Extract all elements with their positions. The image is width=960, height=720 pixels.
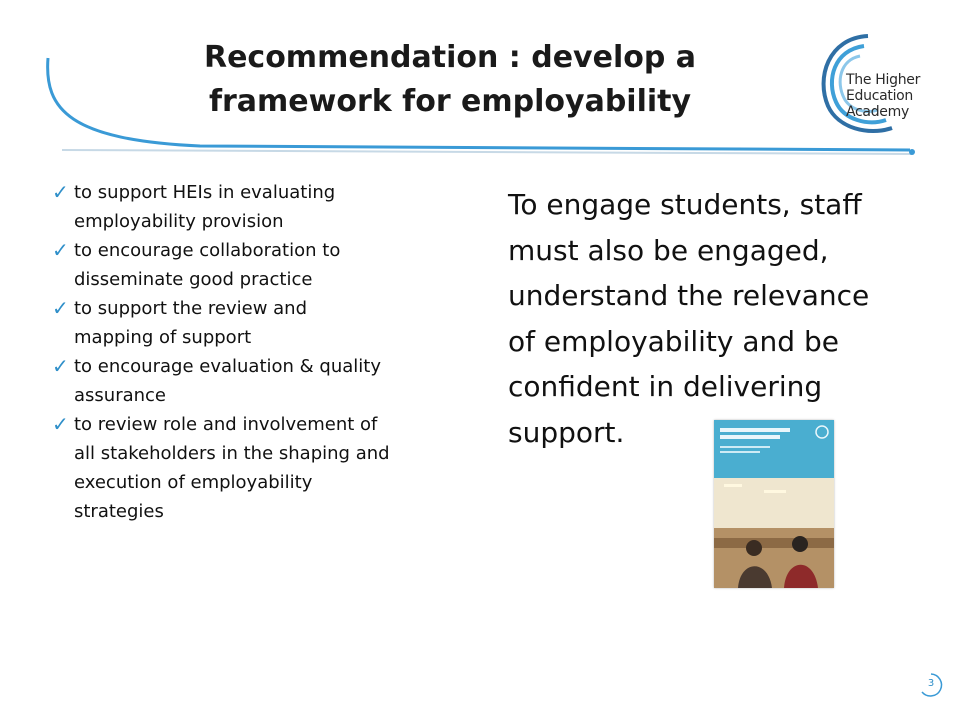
title-line-1: Recommendation : develop a: [203, 40, 697, 75]
bullet-line: assurance: [74, 385, 167, 406]
bullet-line: to encourage evaluation & quality: [74, 356, 381, 377]
checkmark-icon: ✓: [52, 354, 69, 378]
paragraph-line: must also be engaged,: [508, 233, 829, 267]
bullet-item: [52, 236, 462, 294]
bullet-line: to support HEIs in evaluating: [74, 182, 336, 203]
bullet-line: mapping of support: [74, 327, 252, 348]
page-number: [918, 672, 944, 698]
checkmark-icon: ✓: [52, 180, 69, 204]
logo-line-2: Education: [846, 88, 913, 104]
bullet-line: to encourage collaboration to: [74, 240, 341, 261]
bullet-item: [52, 178, 462, 236]
paragraph-line: confident in delivering: [508, 370, 823, 403]
logo-line-1: The Higher: [846, 72, 921, 88]
publication-cover-image: [714, 420, 834, 588]
paragraph-line: of employability and be: [508, 324, 839, 358]
paragraph-line: To engage students, staff: [508, 188, 862, 221]
logo-line-3: Academy: [846, 104, 909, 120]
bullet-line: to review role and involvement of: [74, 414, 378, 435]
bullet-item: [52, 294, 462, 352]
bullet-line: all stakeholders in the shaping and: [74, 443, 390, 464]
bullet-line: strategies: [74, 501, 164, 522]
checkmark-icon: ✓: [52, 412, 69, 436]
bullet-line: to support the review and: [74, 298, 307, 319]
checkmark-icon: ✓: [52, 238, 69, 262]
engagement-paragraph: [508, 182, 918, 455]
slide-title: [150, 36, 750, 124]
bullet-list: [52, 178, 462, 526]
title-line-2: framework for employability: [208, 84, 692, 119]
bullet-line: employability provision: [74, 211, 284, 232]
page-number-text: 3: [927, 678, 935, 689]
bullet-line: disseminate good practice: [74, 269, 313, 290]
bullet-line: execution of employability: [74, 472, 313, 493]
paragraph-line: support.: [508, 415, 625, 449]
bullet-item: [52, 410, 462, 526]
logo-text: [846, 72, 920, 120]
checkmark-icon: ✓: [52, 296, 69, 320]
bullet-item: [52, 352, 462, 410]
paragraph-line: understand the relevance: [508, 279, 870, 312]
